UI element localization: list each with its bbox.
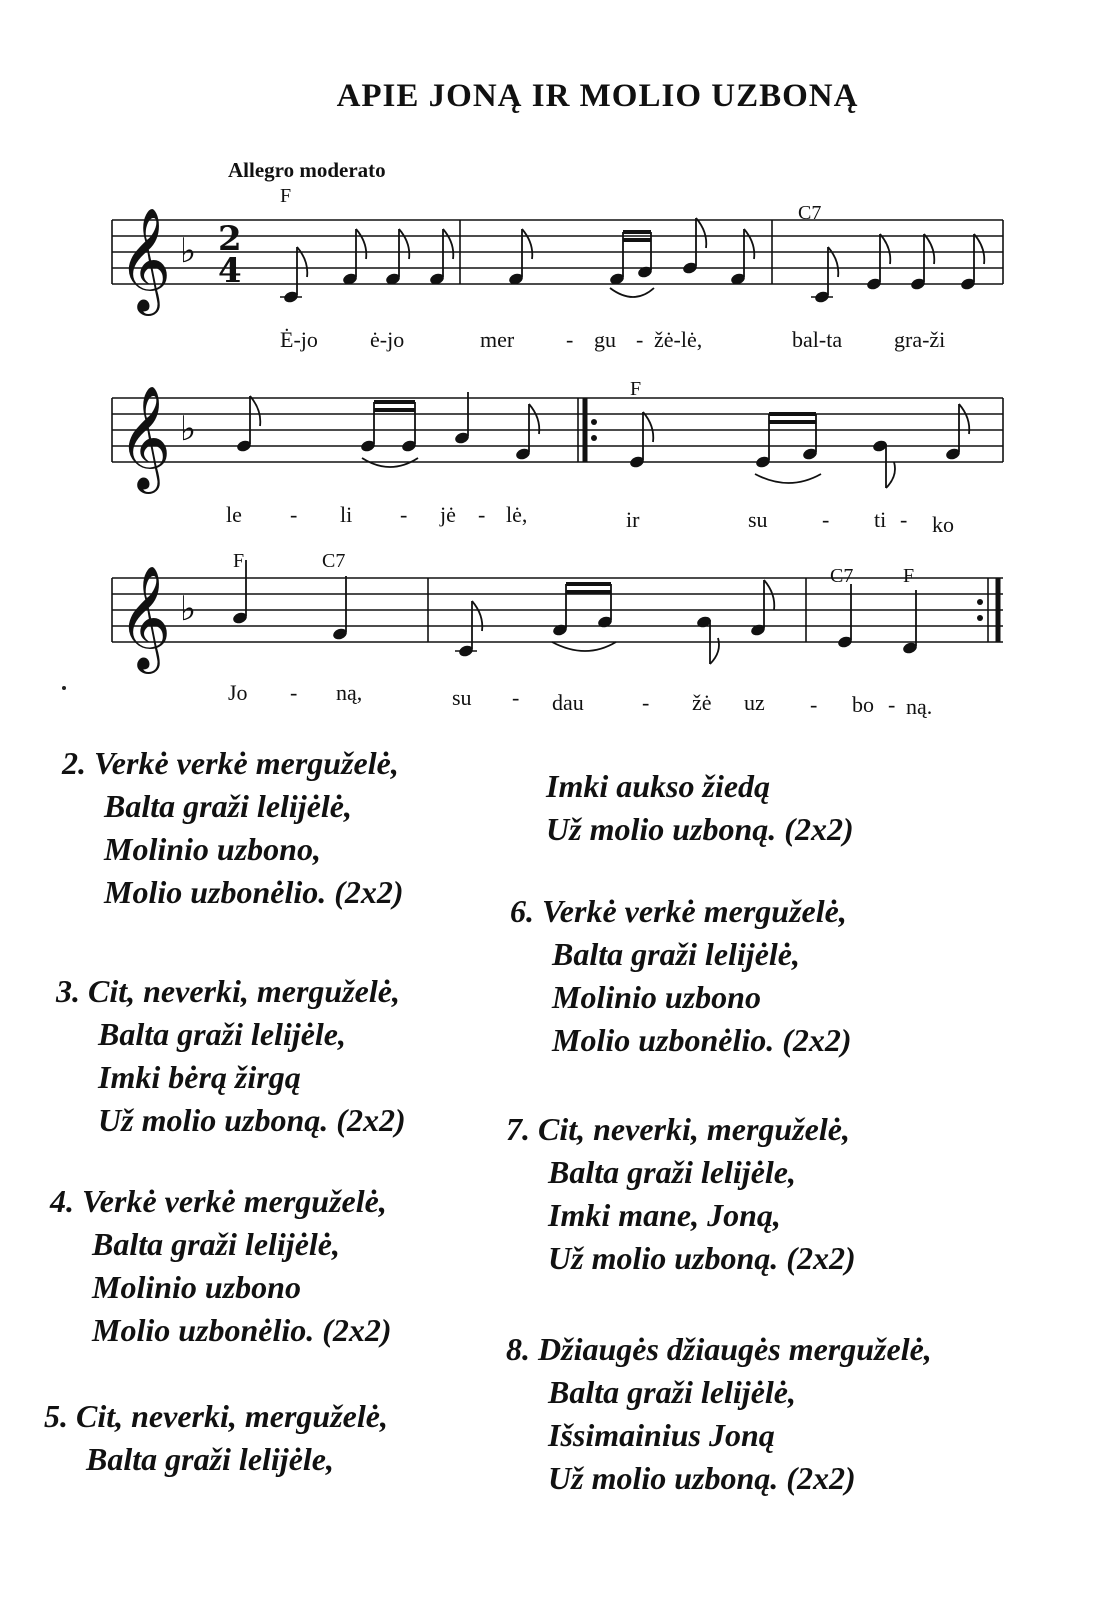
- verse-2: [62, 742, 404, 914]
- lyric-syllable: ną.: [906, 694, 933, 719]
- lyric-syllable: bal-ta: [792, 327, 843, 352]
- verse-line: Molinio uzbono: [92, 1269, 301, 1305]
- staff-2: [112, 398, 1003, 462]
- verse-line: Imki mane, Joną,: [548, 1197, 781, 1233]
- staff-1: [112, 220, 1003, 284]
- lyric-syllable: -: [478, 502, 486, 527]
- verse-line: Džiaugės džiaugės merguželė,: [538, 1331, 932, 1367]
- verse-8: [506, 1328, 932, 1500]
- verse-line: Molinio uzbono,: [104, 831, 321, 867]
- lyric-syllable: žė: [692, 690, 712, 715]
- chord-symbol: F: [233, 550, 245, 572]
- verse-6: [510, 890, 852, 1062]
- chord-symbol: C7: [798, 202, 822, 224]
- lyric-syllable: su: [748, 507, 768, 532]
- verse-line: Imki bėrą žirgą: [98, 1059, 301, 1095]
- lyric-syllable: dau: [552, 690, 584, 715]
- lyric-syllable: -: [400, 502, 408, 527]
- lyric-syllable: Ė-jo: [280, 327, 318, 352]
- verse-line: Balta graži lelijėle,: [86, 1441, 334, 1477]
- music-notation: [0, 0, 1115, 720]
- chord-symbol: C7: [830, 565, 854, 587]
- verse-line: Balta graži lelijėle,: [98, 1016, 346, 1052]
- lyric-syllable: mer: [480, 327, 515, 352]
- lyric-syllable: jė: [440, 502, 456, 527]
- chord-symbol: F: [630, 378, 642, 400]
- note-heads: [232, 261, 977, 658]
- treble-clef-icon: 𝄞: [118, 565, 172, 670]
- verse-line: Balta graži lelijėlė,: [92, 1226, 340, 1262]
- lyric-syllable: bo: [852, 692, 874, 717]
- lyric-syllable: li: [340, 502, 353, 527]
- verse-5-continued: [546, 765, 854, 851]
- verse-line: Už molio uzboną. (2x2): [98, 1102, 406, 1138]
- lyric-syllable: gu: [594, 327, 616, 352]
- verse-line: Balta graži lelijėle,: [548, 1154, 796, 1190]
- lyric-syllable: le: [226, 502, 242, 527]
- verse-line: Molio uzbonėlio. (2x2): [92, 1312, 392, 1348]
- verse-5: [44, 1395, 388, 1481]
- verse-number: 5.: [44, 1398, 68, 1434]
- verse-number: 7.: [506, 1111, 530, 1147]
- lyric-syllable: ko: [932, 512, 954, 537]
- verse-line: Cit, neverki, merguželė,: [76, 1398, 388, 1434]
- verse-line: Verkė verkė merguželė,: [542, 893, 847, 929]
- lyric-syllable: -: [900, 507, 908, 532]
- verse-line: Išsimainius Joną: [548, 1417, 775, 1453]
- lyric-syllable: -: [566, 327, 574, 352]
- lyric-syllable: lė,: [506, 502, 528, 527]
- time-signature-icon: 4: [218, 251, 242, 291]
- verse-4: [50, 1180, 392, 1352]
- lyric-syllable: -: [822, 507, 830, 532]
- verse-line: Molinio uzbono: [552, 979, 761, 1015]
- flat-sign-icon: ♭: [180, 589, 197, 629]
- treble-clef-icon: 𝄞: [118, 385, 172, 490]
- lyric-syllable: gra-ži: [894, 327, 946, 352]
- lyric-syllable: Jo: [228, 680, 248, 705]
- verse-line: Molio uzbonėlio. (2x2): [552, 1022, 852, 1058]
- lyric-syllable: ti: [874, 507, 887, 532]
- lyric-syllable: su: [452, 685, 472, 710]
- lyric-syllable: ir: [626, 507, 640, 532]
- verse-line: Už molio uzboną. (2x2): [546, 811, 854, 847]
- verse-7: [506, 1108, 856, 1280]
- verse-number: 4.: [50, 1183, 74, 1219]
- verse-line: Molio uzbonėlio. (2x2): [104, 874, 404, 910]
- verse-line: Už molio uzboną. (2x2): [548, 1240, 856, 1276]
- lyric-syllable: ė-jo: [370, 327, 405, 352]
- lyric-syllable: -: [642, 690, 650, 715]
- verse-line: Balta graži lelijėlė,: [552, 936, 800, 972]
- treble-clef-icon: 𝄞: [118, 207, 172, 312]
- chord-symbol: C7: [322, 550, 346, 572]
- chord-symbol: F: [280, 185, 292, 207]
- lyric-syllable: -: [290, 680, 298, 705]
- verse-line: Už molio uzboną. (2x2): [548, 1460, 856, 1496]
- lyric-syllable: ną,: [336, 680, 363, 705]
- verse-line: Cit, neverki, merguželė,: [538, 1111, 850, 1147]
- verse-number: 3.: [56, 973, 80, 1009]
- verse-line: Verkė verkė merguželė,: [94, 745, 399, 781]
- lyric-syllable: žė-lė,: [654, 327, 703, 352]
- lyric-syllable: -: [810, 692, 818, 717]
- time-signature-icon: 2: [218, 219, 242, 259]
- flat-sign-icon: ♭: [180, 409, 197, 449]
- lyric-syllable: uz: [744, 690, 765, 715]
- lyric-syllable: -: [888, 692, 896, 717]
- lyric-syllable: -: [636, 327, 644, 352]
- flat-sign-icon: ♭: [180, 231, 197, 271]
- verse-line: Imki aukso žiedą: [546, 768, 771, 804]
- verse-line: Verkė verkė merguželė,: [82, 1183, 387, 1219]
- verse-number: 2.: [62, 745, 86, 781]
- lyric-syllable: -: [512, 685, 520, 710]
- verse-line: Balta graži lelijėlė,: [104, 788, 352, 824]
- song-title: APIE JONĄ IR MOLIO UZBONĄ: [336, 78, 859, 114]
- tempo-marking: Allegro moderato: [228, 158, 386, 182]
- lyric-syllable: -: [290, 502, 298, 527]
- stray-mark: [62, 686, 66, 690]
- verse-line: Balta graži lelijėlė,: [548, 1374, 796, 1410]
- verse-3: [56, 970, 406, 1142]
- verse-number: 8.: [506, 1331, 530, 1367]
- verse-line: Cit, neverki, merguželė,: [88, 973, 400, 1009]
- verse-number: 6.: [510, 893, 534, 929]
- chord-symbol: F: [903, 565, 915, 587]
